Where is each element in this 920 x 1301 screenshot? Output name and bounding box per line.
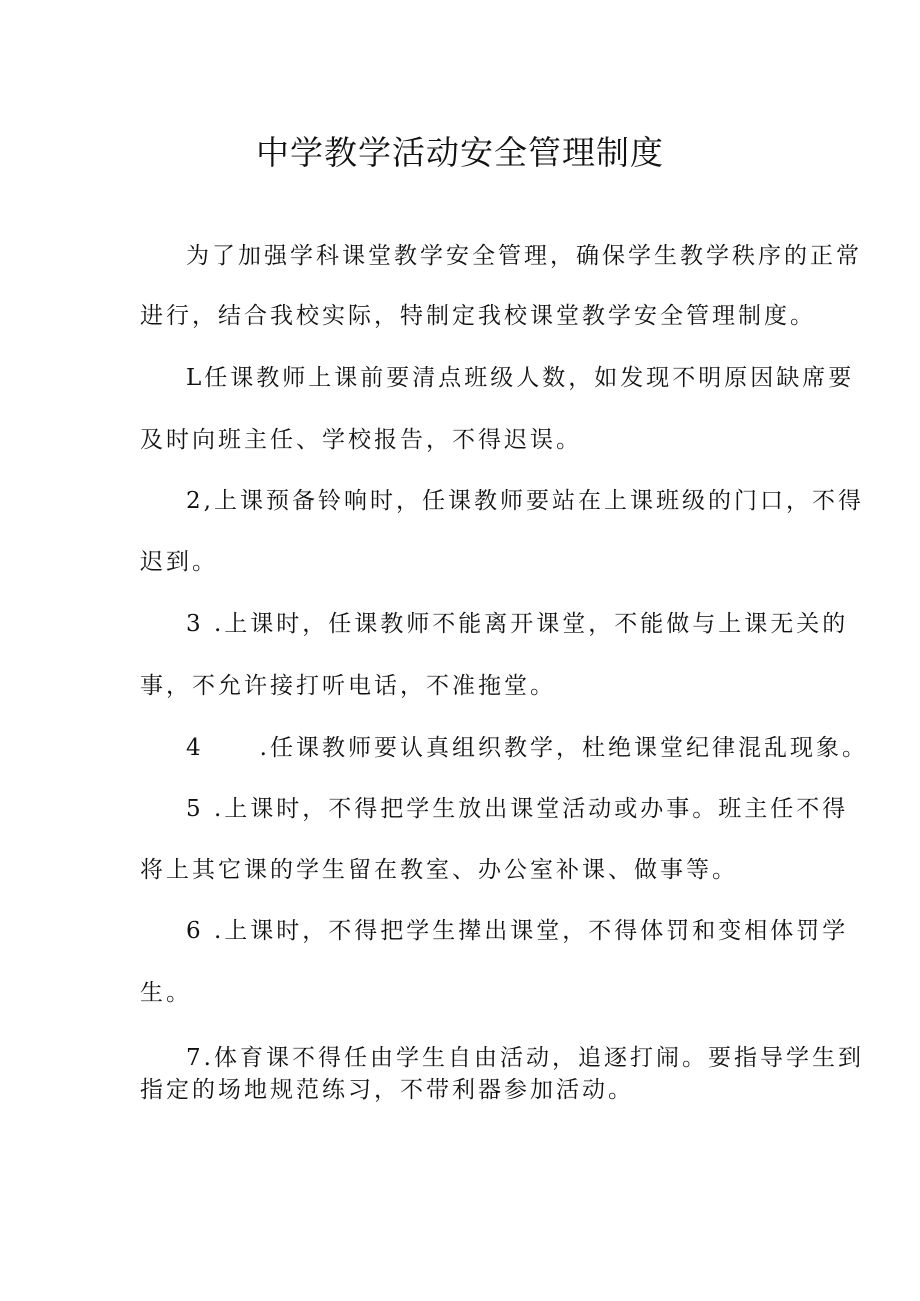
rule-4	[186, 732, 868, 764]
rule-5-line-1: 5 .上课时，不得把学生放出课堂活动或办事。班主任不得	[186, 796, 849, 822]
rule-7-line-1: 7.体育课不得任由学生自由活动，追逐打闹。要指导学生到	[186, 1045, 864, 1071]
rule-7-line-2: 指定的场地规范练习，不带利器参加活动。	[140, 1077, 634, 1103]
intro-line-1: 为了加强学科课堂教学安全管理，确保学生教学秩序的正常	[186, 243, 862, 269]
intro-line-2: 进行，结合我校实际，特制定我校课堂教学安全管理制度。	[140, 303, 816, 329]
rule-1-line-1: L任课教师上课前要清点班级人数，如发现不明原因缺席要	[186, 365, 855, 391]
rule-2-line-2: 迟到。	[140, 549, 218, 575]
page-title: 中学教学活动安全管理制度	[256, 133, 664, 172]
rule-4-number: 4	[186, 735, 204, 761]
rule-2-line-1: 2,上课预备铃响时，任课教师要站在上课班级的门口，不得	[186, 488, 864, 514]
rule-5-line-2: 将上其它课的学生留在教室、办公室补课、做事等。	[140, 857, 738, 883]
rule-1-line-2: 及时向班主任、学校报告，不得迟误。	[140, 427, 582, 453]
rule-3-line-1: 3 .上课时，任课教师不能离开课堂，不能做与上课无关的	[186, 611, 849, 637]
rule-4-text: .任课教师要认真组织教学，杜绝课堂纪律混乱现象。	[259, 735, 868, 761]
rule-6-line-2: 生。	[140, 980, 192, 1006]
rule-3-line-2: 事，不允许接打听电话，不准拖堂。	[140, 673, 556, 699]
rule-6-line-1: 6 .上课时，不得把学生撵出课堂，不得体罚和变相体罚学	[186, 918, 849, 944]
